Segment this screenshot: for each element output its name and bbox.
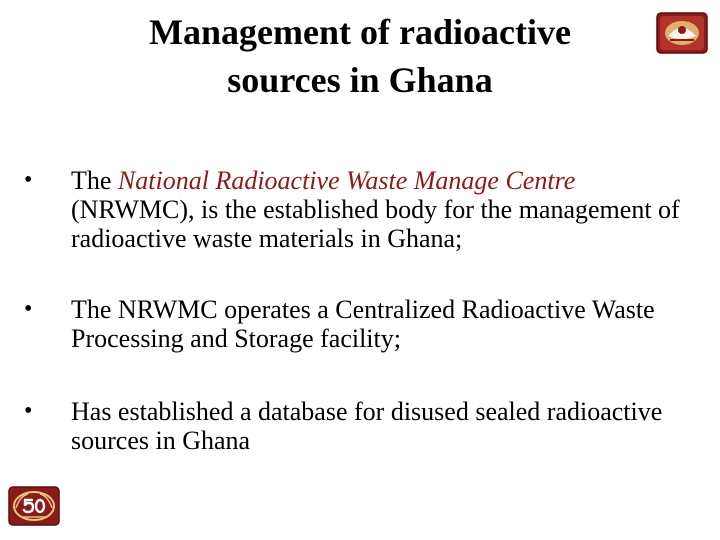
bullet-1-prefix: The	[71, 166, 118, 195]
title-line-1: Management of radioactive	[149, 12, 571, 52]
bullet-item-nrwmc	[24, 166, 684, 253]
crest-emblem-icon	[656, 12, 708, 54]
bullet-item-database	[24, 397, 684, 455]
bullet-2-text: The NRWMC operates a Centralized Radioactive Waste Processing and Storage facility;	[71, 295, 655, 353]
slide-title	[60, 8, 660, 104]
title-line-2: sources in Ghana	[227, 60, 493, 100]
bullet-dot: •	[24, 167, 33, 193]
anniversary-emblem-icon	[8, 486, 60, 526]
bullet-3-text: Has established a database for disused sealed radioactive sources in Ghana	[71, 397, 663, 455]
bullet-1-highlight: National Radioactive Waste Manage Centre	[117, 166, 576, 195]
bullet-dot: •	[24, 296, 33, 322]
bullet-dot: •	[24, 398, 33, 424]
bullet-item-facility	[24, 295, 684, 353]
bullet-list	[24, 166, 684, 455]
bullet-1-suffix: (NRWMC), is the established body for the management of radioactive waste materials in Ghana;	[71, 195, 680, 253]
